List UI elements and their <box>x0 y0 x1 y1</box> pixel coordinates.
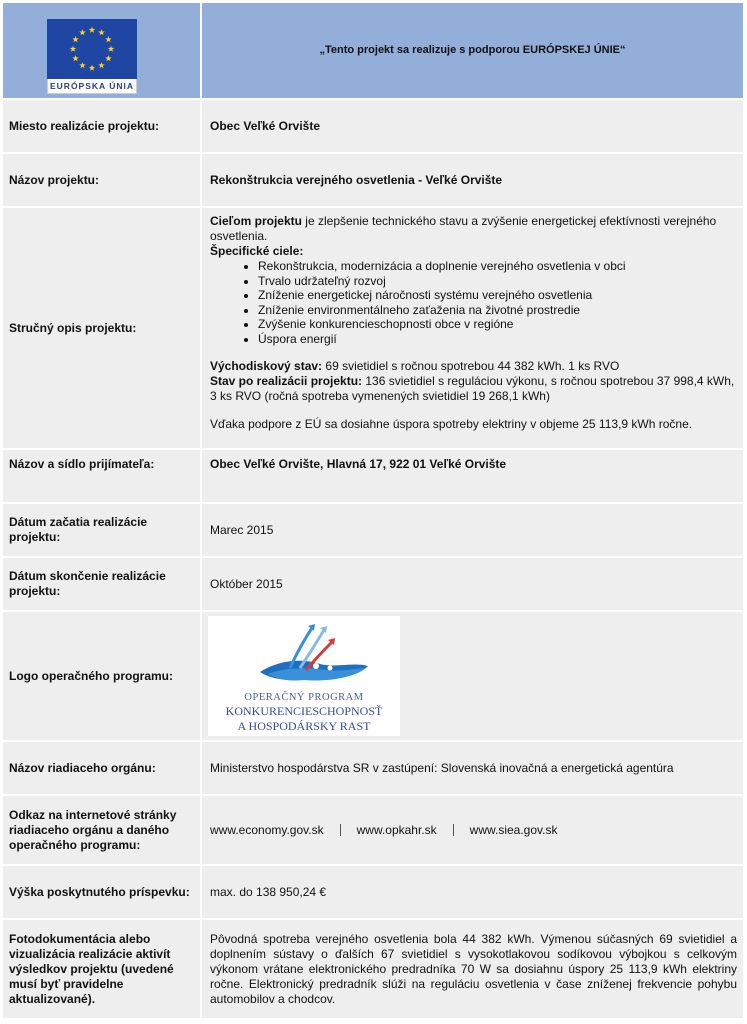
eu-logo-cell <box>3 3 200 98</box>
link-opkahr[interactable]: www.opkahr.sk <box>356 822 437 837</box>
eu-star-icon <box>108 45 114 51</box>
op-logo-arrows-icon <box>208 616 400 690</box>
eu-logo-text: EURÓPSKA ÚNIA <box>47 79 137 94</box>
link-siea[interactable]: www.siea.gov.sk <box>469 822 558 837</box>
row-label: Odkaz na internetové stránky riadiaceho orgánu a daného operačného programu: <box>3 796 200 864</box>
specific-goal-item: • Rekonštrukcia, modernizácia a doplnenie verejného osvetlenia v obci <box>258 259 737 274</box>
goal-paragraph: Cieľom projektu je zlepšenie technického stavu a zvýšenie energetickej efektívnosti verejného osvetlenia. <box>210 214 717 243</box>
row-value: Október 2015 <box>202 558 743 610</box>
op-logo-line3: A HOSPODÁRSKY RAST <box>237 719 371 733</box>
eu-star-icon <box>105 55 111 61</box>
eu-star-icon <box>79 62 85 68</box>
row-value: Pôvodná spotreba verejného osvetlenia bola 44 382 kWh. Výmenou súčasných 69 svietidiel a doplnením sústavy o ďalších 67 svietidiel s vysokotlakovou sodíkovou výbojkou s celkovým výkonom vrátane elektronického predradníka 70 W sa dosiahnu úspory 25 113,9 kWh elektriny ročne. Elektronický predradník slúži na reguláciu osvetlenia v čase zníženej frekvencie pohybu automobilov a chodcov. <box>202 920 743 1018</box>
savings-text: Vďaka podpore z EÚ sa dosiahne úspora spotreby elektriny v objeme 25 113,9 kWh ročne. <box>210 417 693 431</box>
row-value: Obec Veľké Orvište <box>202 100 743 152</box>
op-logo <box>208 616 400 736</box>
row-label: Miesto realizácie projektu: <box>3 100 200 152</box>
eu-flag-icon <box>47 19 137 79</box>
specific-goals-label: Špecifické ciele: <box>210 244 304 258</box>
header-title: „Tento projekt sa realizuje s podporou EURÓPSKEJ ÚNIE“ <box>202 3 743 98</box>
eu-star-icon <box>79 29 85 35</box>
specific-goals-list <box>210 259 737 346</box>
eu-star-icon <box>89 26 95 32</box>
header-row <box>3 3 743 98</box>
initial-state: Východiskový stav: 69 svietidiel s ročnou spotrebou 44 382 kWh. 1 ks RVO <box>210 359 620 373</box>
row-value: Rekonštrukcia verejného osvetlenia - Veľké Orvište <box>202 154 743 206</box>
row-label: Logo operačného programu: <box>3 612 200 740</box>
row-koniec <box>3 558 743 610</box>
specific-goal-item: • Zníženie energetickej náročnosti systému verejného osvetlenia <box>258 288 737 303</box>
specific-goal-item: • Zníženie environmentálneho zaťaženia na životné prostredie <box>258 303 737 318</box>
row-value: Obec Veľké Orvište, Hlavná 17, 922 01 Veľké Orvište <box>202 450 743 502</box>
row-organ <box>3 742 743 794</box>
row-value: Marec 2015 <box>202 504 743 556</box>
op-logo-line2: KONKURENCIESCHOPNOSŤ <box>225 704 383 718</box>
specific-goal-item: • Zvýšenie konkurencieschopnosti obce v regióne <box>258 317 737 332</box>
eu-star-icon <box>72 36 78 42</box>
row-odkaz <box>3 796 743 864</box>
project-info-table <box>1 1 745 1020</box>
row-value: max. do 138 950,24 € <box>202 866 743 918</box>
eu-star-icon <box>72 55 78 61</box>
row-label: Stručný opis projektu: <box>3 208 200 448</box>
row-label: Fotodokumentácia alebo vizualizácia realizácie aktivít výsledkov projektu (uvedené musí byť pravidelne aktualizované). <box>3 920 200 1018</box>
eu-logo <box>47 19 137 93</box>
row-miesto <box>3 100 743 152</box>
row-zaciatok <box>3 504 743 556</box>
row-foto <box>3 920 743 1018</box>
row-label: Názov a sídlo prijímateľa: <box>3 450 200 502</box>
project-description <box>202 208 743 448</box>
row-label: Dátum začatia realizácie projektu: <box>3 504 200 556</box>
final-state: Stav po realizácii projektu: 136 svietidiel s reguláciou výkonu, s ročnou spotrebou 37 998,4 kWh, 3 ks RVO (ročná spotreba vymenených svietidiel 19 268,1 kWh) <box>210 374 735 403</box>
row-value: Ministerstvo hospodárstva SR v zastúpení: Slovenská inovačná a energetická agentúra <box>202 742 743 794</box>
row-label: Dátum skončenie realizácie projektu: <box>3 558 200 610</box>
row-prijimatel <box>3 450 743 502</box>
row-nazov <box>3 154 743 206</box>
op-logo-cell <box>202 612 743 740</box>
eu-star-icon <box>70 45 76 51</box>
row-label: Názov projektu: <box>3 154 200 206</box>
row-opis <box>3 208 743 448</box>
eu-star-icon <box>105 36 111 42</box>
row-logo <box>3 612 743 740</box>
eu-star-icon <box>98 29 104 35</box>
link-economy[interactable]: www.economy.gov.sk <box>210 822 324 837</box>
specific-goal-item: • Úspora energií <box>258 332 737 347</box>
eu-star-icon <box>98 62 104 68</box>
eu-star-icon <box>89 64 95 70</box>
row-vyska <box>3 866 743 918</box>
specific-goal-item: • Trvalo udržateľný rozvoj <box>258 274 737 289</box>
link-separator <box>453 824 454 836</box>
row-label: Názov riadiaceho orgánu: <box>3 742 200 794</box>
row-label: Výška poskytnutého príspevku: <box>3 866 200 918</box>
link-separator <box>340 824 341 836</box>
links-cell <box>202 796 743 864</box>
op-logo-line1: OPERAČNÝ PROGRAM <box>244 692 364 703</box>
